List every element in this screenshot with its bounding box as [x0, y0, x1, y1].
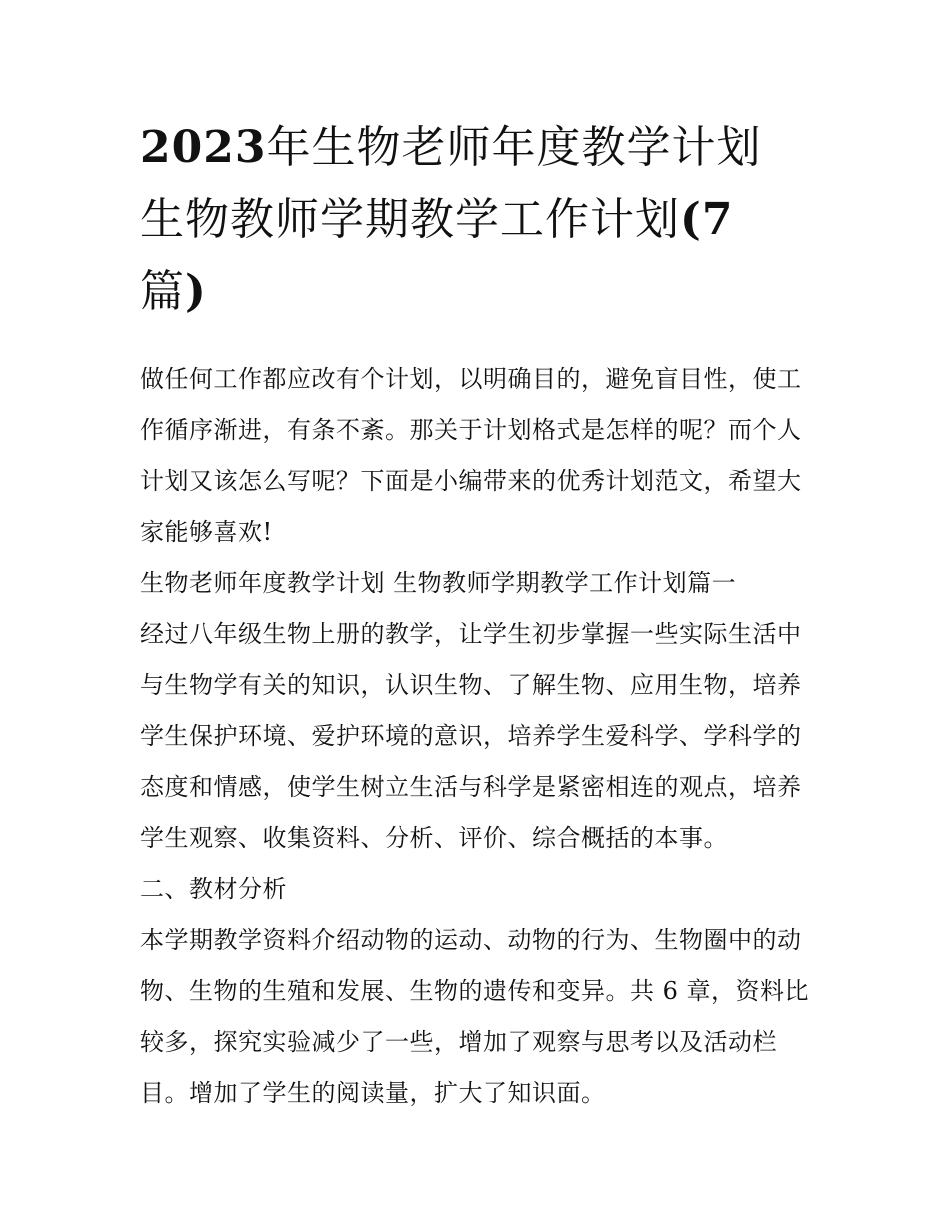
section-heading: 二、教材分析 [140, 875, 287, 903]
body-line: 学生观察、收集资料、分析、评价、综合概括的本事。 [140, 824, 728, 852]
title-line-2 [140, 184, 820, 256]
body-line: 物、生物的生殖和发展、生物的遗传和变异。共 6 章，资料比 [140, 977, 810, 1005]
body-line: 目。增加了学生的阅读量，扩大了知识面。 [140, 1079, 606, 1107]
title-line-3-text: 篇 [140, 266, 185, 317]
document-title [140, 112, 820, 328]
body-line: 作循序渐进，有条不紊。那关于计划格式是怎样的呢？而个人 [140, 416, 802, 444]
body-line: 家能够喜欢! [140, 518, 273, 546]
body-line: 学生保护环境、爱护环境的意识，培养学生爱科学、学科学的 [140, 722, 802, 750]
body-line: 本学期教学资料介绍动物的运动、动物的行为、生物圈中的动 [140, 926, 802, 954]
section-heading: 生物老师年度教学计划 生物教师学期教学工作计划篇一 [140, 569, 737, 597]
title-line-2-text: 生物教师学期教学工作计划 [140, 194, 680, 245]
title-count-close: ) [185, 266, 207, 317]
body-line: 与生物学有关的知识，认识生物、了解生物、应用生物，培养 [140, 671, 802, 699]
document-body [140, 354, 820, 1119]
body-line: 做任何工作都应改有个计划，以明确目的，避免盲目性，使工 [140, 365, 802, 393]
title-count-open: (7 [680, 194, 734, 245]
body-line: 经过八年级生物上册的教学，让学生初步掌握一些实际生活中 [140, 620, 802, 648]
title-line-3 [140, 256, 820, 328]
title-line-1 [140, 112, 820, 184]
title-year: 2023 [140, 122, 267, 173]
body-line: 态度和情感，使学生树立生活与科学是紧密相连的观点，培养 [140, 773, 802, 801]
title-line-1-text: 年生物老师年度教学计划 [266, 122, 762, 173]
body-line: 计划又该怎么写呢？下面是小编带来的优秀计划范文，希望大 [140, 467, 802, 495]
body-line: 较多，探究实验减少了一些，增加了观察与思考以及活动栏 [140, 1028, 777, 1056]
